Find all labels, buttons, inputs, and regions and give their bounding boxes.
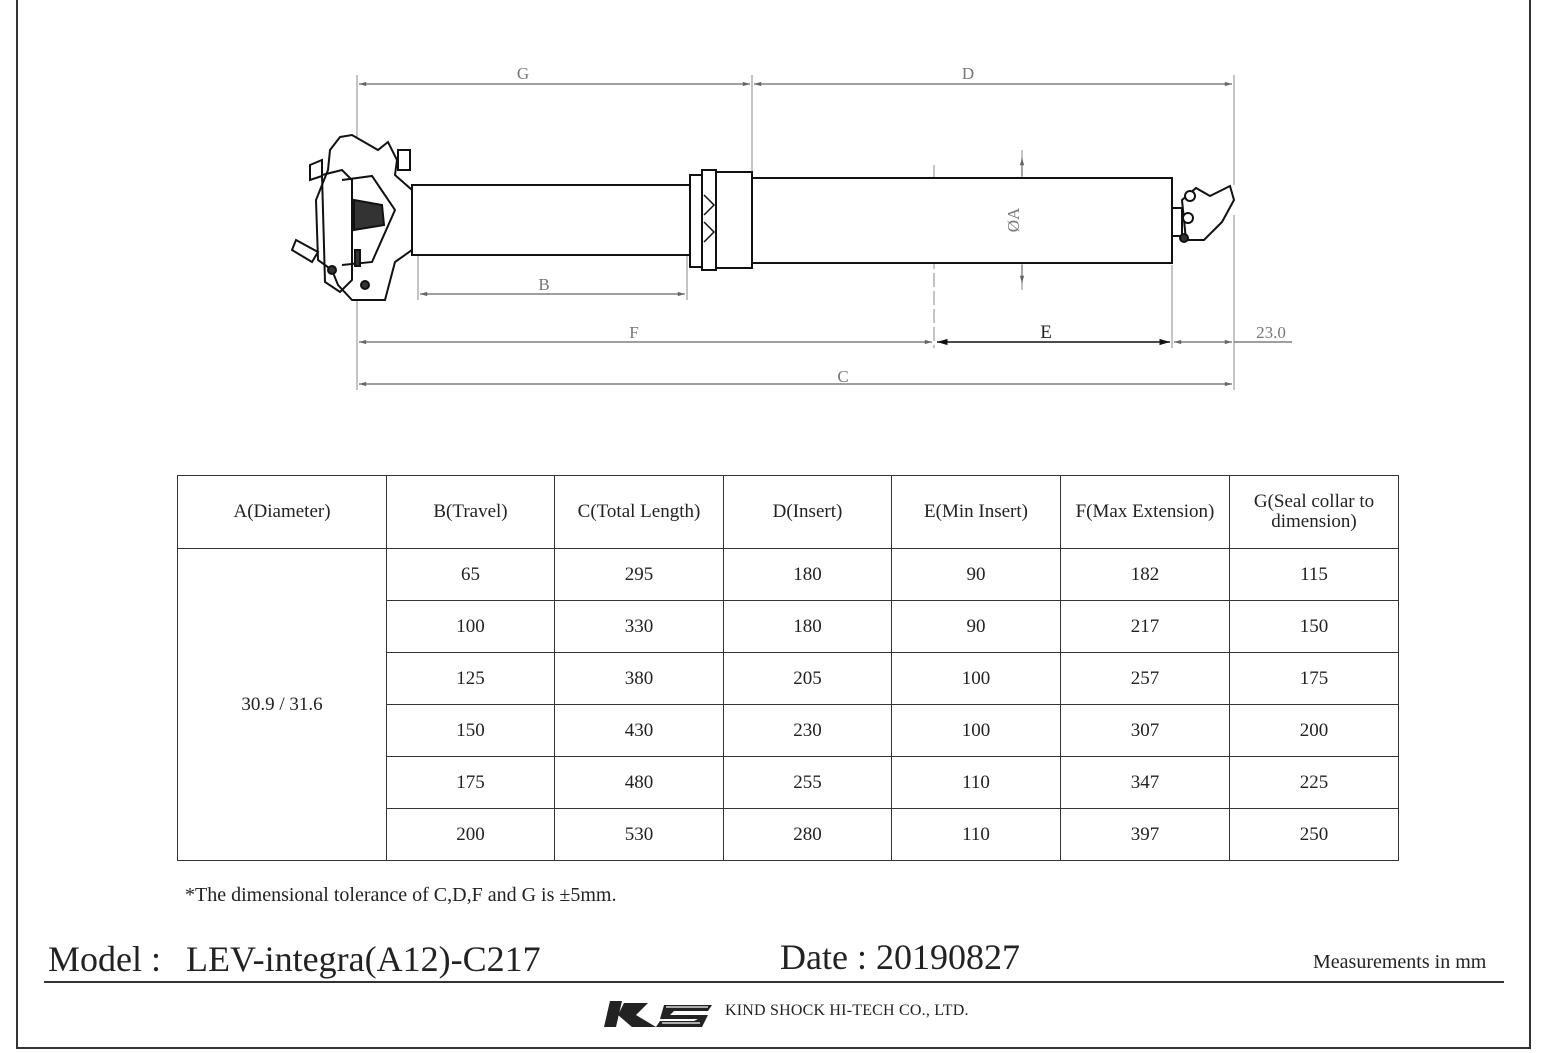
- table-cell: 330: [555, 601, 724, 653]
- header-cell: E(Min Insert): [892, 476, 1061, 549]
- table-cell: 110: [892, 809, 1061, 861]
- seatpost-drawing: [0, 0, 1549, 470]
- table-cell: 230: [724, 705, 892, 757]
- table-cell: 175: [1230, 653, 1399, 705]
- table-cell: 150: [1230, 601, 1399, 653]
- table-cell: 200: [387, 809, 555, 861]
- table-cell: 180: [724, 601, 892, 653]
- dim-label-f: F: [629, 323, 639, 342]
- table-cell: 430: [555, 705, 724, 757]
- table-cell: 205: [724, 653, 892, 705]
- tolerance-note: *The dimensional tolerance of C,D,F and G is ±5mm.: [185, 884, 617, 906]
- table-cell: 125: [387, 653, 555, 705]
- table-cell: 110: [892, 757, 1061, 809]
- diameter-cell: 30.9 / 31.6: [178, 549, 387, 861]
- table-cell: 182: [1061, 549, 1230, 601]
- table-cell: 295: [555, 549, 724, 601]
- dim-label-a: ØA: [1004, 207, 1023, 233]
- table-cell: 180: [724, 549, 892, 601]
- table-cell: 150: [387, 705, 555, 757]
- table-cell: 255: [724, 757, 892, 809]
- table-cell: 90: [892, 549, 1061, 601]
- table-cell: 397: [1061, 809, 1230, 861]
- footer-divider: [44, 981, 1504, 983]
- dim-label-g: G: [516, 64, 530, 83]
- table-cell: 217: [1061, 601, 1230, 653]
- table-cell: 257: [1061, 653, 1230, 705]
- table-cell: 100: [892, 705, 1061, 757]
- dim-label-d: D: [961, 64, 975, 83]
- table-header-row: [178, 476, 1399, 549]
- table-row: [178, 549, 1399, 601]
- table-cell: 480: [555, 757, 724, 809]
- units-label: Measurements in mm: [1313, 951, 1487, 973]
- header-cell: B(Travel): [387, 476, 555, 549]
- table-cell: 175: [387, 757, 555, 809]
- header-cell: F(Max Extension): [1061, 476, 1230, 549]
- dim-label-offset: 23.0: [1256, 323, 1286, 342]
- dim-label-e: E: [1040, 322, 1052, 343]
- table-cell: 100: [892, 653, 1061, 705]
- table-cell: 307: [1061, 705, 1230, 757]
- table-cell: 115: [1230, 549, 1399, 601]
- header-cell: A(Diameter): [178, 476, 387, 549]
- table-cell: 200: [1230, 705, 1399, 757]
- header-cell: G(Seal collar to dimension): [1230, 476, 1399, 549]
- table-cell: 347: [1061, 757, 1230, 809]
- table-cell: 380: [555, 653, 724, 705]
- seatpost-body: [292, 135, 1234, 300]
- company-name: KIND SHOCK HI-TECH CO., LTD.: [725, 1002, 969, 1019]
- table-cell: 530: [555, 809, 724, 861]
- dim-label-b: B: [538, 275, 550, 294]
- dim-label-c: C: [837, 367, 849, 386]
- table-cell: 280: [724, 809, 892, 861]
- header-cell: D(Insert): [724, 476, 892, 549]
- header-cell: C(Total Length): [555, 476, 724, 549]
- table-cell: 65: [387, 549, 555, 601]
- model-label: Model :: [48, 939, 161, 979]
- date-label: Date : 20190827: [780, 937, 1020, 977]
- table-cell: 225: [1230, 757, 1399, 809]
- table-cell: 250: [1230, 809, 1399, 861]
- dimension-table: [177, 475, 1399, 861]
- table-cell: 100: [387, 601, 555, 653]
- table-cell: 90: [892, 601, 1061, 653]
- model-value: LEV-integra(A12)-C217: [186, 939, 541, 979]
- ks-logo-icon: [604, 999, 716, 1031]
